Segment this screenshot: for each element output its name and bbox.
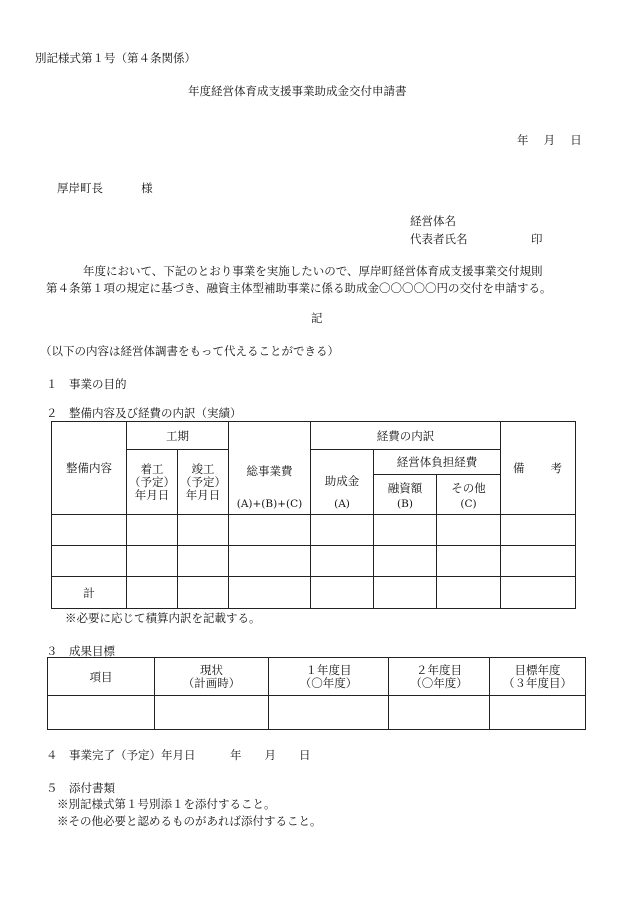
header-burden: 経営体負担経費 bbox=[374, 450, 501, 475]
table-row bbox=[48, 696, 586, 730]
outcome-year2-line1: ２年度目 bbox=[416, 662, 462, 677]
outcome-table bbox=[47, 657, 586, 730]
outcome-year1-line1: １年度目 bbox=[305, 662, 352, 677]
body-line-1: 年度において、下記のとおり事業を実施したいので、厚岸町経営体育成支援事業交付規則 bbox=[83, 264, 543, 278]
header-breakdown: 経費の内訳 bbox=[311, 422, 501, 450]
total-row-label: 計 bbox=[52, 577, 127, 609]
header-loan-code: (B) bbox=[397, 498, 413, 510]
header-other bbox=[437, 475, 501, 515]
section-5-heading: ５ 添付書類 bbox=[46, 781, 115, 795]
document-title: 年度経営体育成支援事業助成金交付申請書 bbox=[188, 84, 407, 98]
header-end-line3: 年月日 bbox=[185, 487, 221, 502]
total-row bbox=[52, 577, 576, 609]
attachment-item-2: ※その他必要と認めるものがあれば添付すること。 bbox=[57, 814, 322, 828]
outcome-header-target bbox=[490, 658, 586, 696]
substitution-note: （以下の内容は経営体調書をもって代えることができる） bbox=[40, 344, 339, 358]
header-end-line2: （予定） bbox=[180, 474, 226, 489]
table-row bbox=[52, 515, 576, 546]
outcome-year1-line2: （〇年度） bbox=[299, 675, 358, 690]
ki-heading: 記 bbox=[311, 311, 323, 325]
header-subsidy-label: 助成金 bbox=[324, 474, 360, 488]
outcome-current-line1: 現状 bbox=[200, 662, 223, 677]
section-4-heading: ４ 事業完了（予定）年月日 年 月 日 bbox=[46, 748, 311, 762]
section-2-heading: ２ 整備内容及び経費の内訳（実績） bbox=[46, 406, 242, 420]
outcome-header-current bbox=[155, 658, 269, 696]
form-label: 別記様式第１号（第４条関係） bbox=[35, 51, 196, 65]
header-start-line1: 着工 bbox=[140, 461, 164, 476]
header-loan bbox=[374, 475, 437, 515]
header-other-label: その他 bbox=[451, 481, 486, 495]
table-row bbox=[52, 546, 576, 577]
header-end bbox=[178, 450, 229, 515]
outcome-header-year1 bbox=[269, 658, 389, 696]
attachment-item-1: ※別記様式第１号別添１を添付すること。 bbox=[57, 797, 276, 811]
header-total-formula: (A)+(B)+(C) bbox=[236, 498, 303, 510]
header-other-code: (C) bbox=[460, 498, 477, 510]
section-3-heading: ３ 成果目標 bbox=[46, 644, 115, 658]
header-start-line3: 年月日 bbox=[134, 487, 170, 502]
header-period: 工期 bbox=[127, 422, 229, 450]
header-subsidy bbox=[311, 450, 374, 515]
outcome-header-year2 bbox=[389, 658, 490, 696]
section-1-heading: １ 事業の目的 bbox=[46, 377, 127, 391]
outcome-target-line1: 目標年度 bbox=[514, 662, 561, 677]
header-start-line2: （予定） bbox=[129, 474, 175, 489]
outcome-year2-line2: （〇年度） bbox=[410, 675, 468, 690]
header-loan-label: 融資額 bbox=[387, 481, 423, 495]
body-line-2: 第４条第１項の規定に基づき、融資主体型補助事業に係る助成金〇〇〇〇〇円の交付を申請する。 bbox=[46, 281, 552, 295]
seal-mark: 印 bbox=[531, 232, 543, 246]
outcome-header-item: 項目 bbox=[48, 658, 155, 696]
header-item: 整備内容 bbox=[52, 422, 127, 515]
header-total bbox=[229, 422, 311, 515]
header-start bbox=[127, 450, 178, 515]
expense-table bbox=[51, 421, 576, 609]
header-subsidy-code: (A) bbox=[334, 498, 350, 510]
header-end-line1: 竣工 bbox=[191, 461, 215, 476]
header-remarks: 備 考 bbox=[501, 422, 576, 515]
header-total-label: 総事業費 bbox=[246, 464, 293, 478]
application-date: 年 月 日 bbox=[517, 133, 582, 147]
entity-name-label: 経営体名 bbox=[410, 214, 456, 228]
representative-label: 代表者氏名 bbox=[410, 232, 468, 246]
outcome-target-line2: （３年度目） bbox=[503, 675, 572, 690]
outcome-current-line2: （計画時） bbox=[182, 675, 241, 690]
addressee: 厚岸町長 様 bbox=[57, 181, 153, 195]
section-2-footnote: ※必要に応じて積算内訳を記載する。 bbox=[65, 611, 261, 625]
